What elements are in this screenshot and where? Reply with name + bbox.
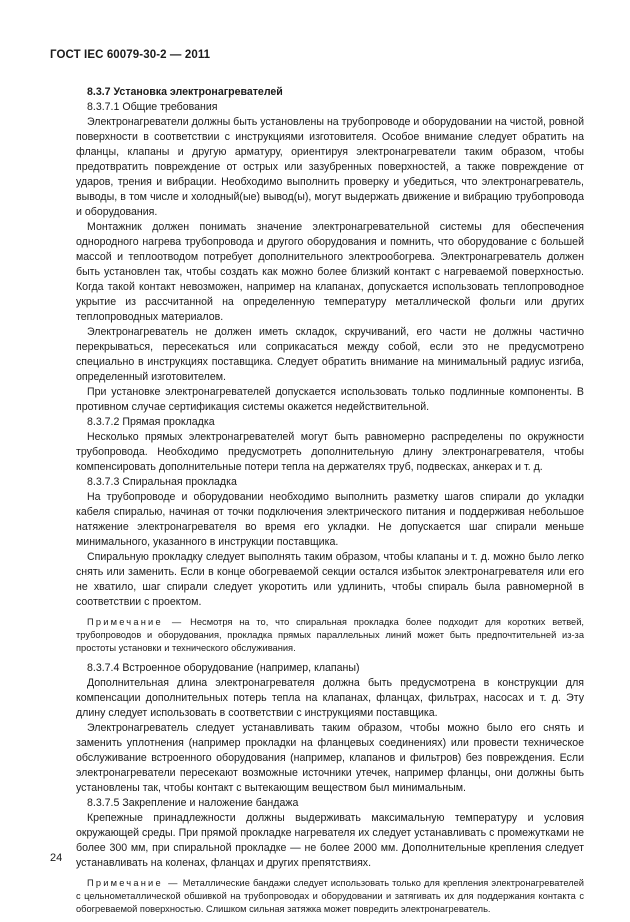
paragraph: Спиральную прокладку следует выполнять таким образом, чтобы клапаны и т. д. можно было легко снять или заменить. Если в конце обогреваемой секции остался избыток электронагревателя или его не хватило, шаг спирали следует укоротить или удлинить, чтобы спираль была равномерной в соответствии с проектом. — [76, 551, 584, 608]
page-number: 24 — [50, 852, 63, 864]
subsection-heading: 8.3.7.4 Встроенное оборудование (например, клапаны) — [87, 662, 360, 674]
subsection-heading: 8.3.7.2 Прямая прокладка — [87, 416, 215, 428]
paragraph: Несколько прямых электронагревателей могут быть равномерно распределены по окружности трубопровода. Необходимо предусмотреть дополнительную длину электронагревателя, чтобы компенсировать дополнительные потери тепла на держателях труб, подвесках, анкерах и т. д. — [76, 431, 584, 473]
subsection-heading: 8.3.7.3 Спиральная прокладка — [87, 476, 237, 488]
note-text: Металлические бандажи следует использовать только для крепления электронагревателей с цельнометаллической обшивкой на трубопроводах и оборудовании и затягивать их для поддержания контакта с обогреваемой поверхностью. Слишком сильная затяжка может повредить электронагреватель. — [76, 878, 584, 914]
note — [76, 877, 584, 916]
subsection-heading: 8.3.7.5 Закрепление и наложение бандажа — [87, 797, 299, 809]
paragraph: При установке электронагревателей допускается использовать только подлинные компоненты. В противном случае сертификация системы окажется недействительной. — [76, 386, 584, 413]
section-heading: 8.3.7 Установка электронагревателей — [87, 86, 283, 98]
paragraph: Дополнительная длина электронагревателя должна быть предусмотрена в конструкции для компенсации дополнительных потерь тепла на клапанах, фланцах, фильтрах, насосах и т. д. Эту длину следует использовать в соответствии с инструкциями поставщика. — [76, 677, 584, 719]
subsection-heading: 8.3.7.1 Общие требования — [87, 101, 218, 113]
note-label: Примечание — — [87, 617, 184, 627]
paragraph: Электронагреватель не должен иметь складок, скручиваний, его части не должны частично перекрываться, пересекаться или соприкасаться между собой, если это не предусмотрено специально в инструкциях поставщика. Следует обратить внимание на минимальный радиус изгиба, определенный изготовителем. — [76, 326, 584, 383]
paragraph: Электронагреватель следует устанавливать таким образом, чтобы можно было его снять и заменить уплотнения (например прокладки на фланцевых соединениях) или провести техническое обслуживание встроенного оборудования (например, клапанов и фильтров) без повреждения. Если электронагреватели пересекают возможные источники утечек, например фланцы, они должны быть установлены так, чтобы контакт с вытекающим веществом был минимальным. — [76, 722, 584, 794]
paragraph: Монтажник должен понимать значение электронагревательной системы для обеспечения однородного нагрева трубопровода и другого оборудования и помнить, что оборудование с большей массой и теплоотводом потребует дополнительного электрообогрева. Электронагреватель должен быть установлен так, чтобы создать как можно более близкий контакт с нагреваемой поверхностью. Когда такой контакт невозможен, например на клапанах, допускается использовать теплопроводное укрытие из рассчитанной на определенную температуру металлической фольги или других теплопроводных материалов. — [76, 221, 584, 323]
paragraph: Крепежные принадлежности должны выдерживать максимальную температуру и условия окружающей среды. При прямой прокладке нагревателя их следует устанавливать с промежутками не более 300 мм, при спиральной прокладке — не более 2000 мм. Дополнительные крепления следует устанавливать на коленах, фланцах и других препятствиях. — [76, 812, 584, 869]
note-label: Примечание — — [87, 878, 180, 888]
note-text: Несмотря на то, что спиральная прокладка более подходит для коротких ветвей, трубопроводов и оборудования, прокладка прямых параллельных линий может быть предпочтительней из-за простоты установки и технического обслуживания. — [76, 617, 584, 653]
paragraph: Электронагреватели должны быть установлены на трубопроводе и оборудовании на чистой, ровной поверхности в соответствии с инструкциями изготовителя. Особое внимание следует обратить на фланцы, клапаны и другую арматуру, ориентируя электронагреватели таким образом, чтобы предотвратить повреждение от острых или зазубренных поверхностей, а также повреждение от ударов, трения и вибрации. Необходимо выполнить проверку и убедиться, что электронагреватель, выводы, в том числе и холодный(ые) вывод(ы), могут выдержать движение и вибрацию трубопровода и оборудования. — [76, 116, 584, 218]
document-header: ГОСТ IEC 60079-30-2 — 2011 — [50, 49, 211, 61]
paragraph: На трубопроводе и оборудовании необходимо выполнить разметку шагов спирали до укладки кабеля спиралью, начиная от точки подключения электрического питания и поддерживая небольшое натяжение электронагревателя во время его укладки. Не допускается шаг спирали меньше минимального, указанного в инструкции поставщика. — [76, 491, 584, 548]
section-content — [76, 85, 584, 922]
note — [76, 616, 584, 655]
